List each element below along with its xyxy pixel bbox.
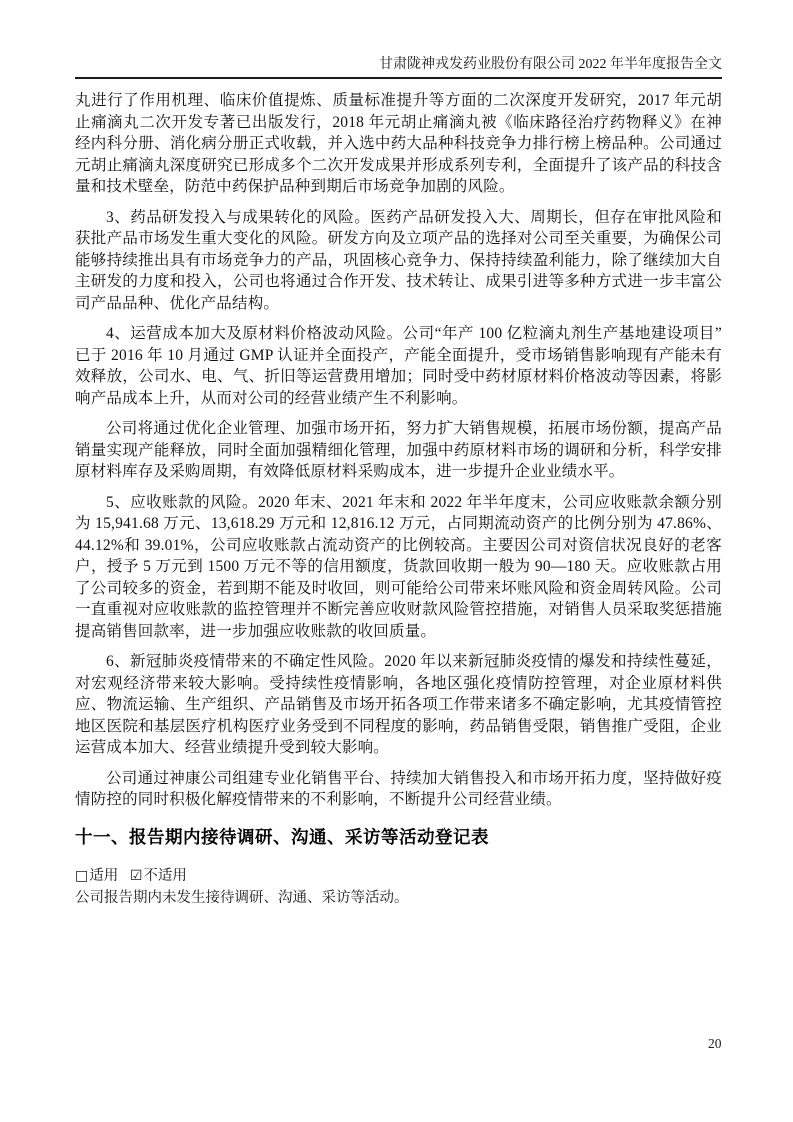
unchecked-checkbox-icon: □	[75, 867, 89, 884]
risk-paragraph-4: 4、运营成本加大及原材料价格波动风险。公司“年产 100 亿粒滴丸剂生产基地建设项目”已于 2016 年 10 月通过 GMP 认证并全面投产，产能全面提升，受市场销售影响现有产能未有效释放，公司水、电、气、折旧等运营费用增加；同时受中药材原材料价格波动等因素，将影响产品成本上升，从而对公司的经营业绩产生不利影响。	[75, 325, 722, 407]
report-body	[75, 90, 722, 908]
section-11-heading: 十一、报告期内接待调研、沟通、采访等活动登记表	[75, 826, 489, 847]
checked-checkbox-icon: ☑	[129, 867, 143, 884]
risk-paragraph-3: 3、药品研发投入与成果转化的风险。医药产品研发投入大、周期长，但存在审批风险和获批产品市场发生重大变化的风险。研发方向及立项产品的选择对公司至关重要，为确保公司能够持续推出具有市场竞争力的产品，巩固核心竞争力、保持持续盈利能力，除了继续加大自主研发的力度和投入，公司也将通过合作开发、技术转让、成果引进等多种方式进一步丰富公司产品品种、优化产品结构。	[75, 208, 722, 312]
risk-paragraph-continuation: 丸进行了作用机理、临床价值提炼、质量标准提升等方面的二次深度开发研究，2017 年元胡止痛滴丸二次开发专著已出版发行，2018 年元胡止痛滴丸被《临床路径治疗药物释义》在神经内科分册、消化病分册正式收载，并入选中药大品种科技竞争力排行榜上榜品种。公司通过元胡止痛滴丸深度研究已形成多个二次开发成果并形成系列专利，全面提升了该产品的科技含量和技术壁垒，防范中药保护品种到期后市场竞争加剧的风险。	[75, 92, 722, 195]
applicability-row	[75, 866, 722, 886]
section-11-note: 公司报告期内未发生接待调研、沟通、采访等活动。	[75, 889, 409, 906]
not-applicable-option	[130, 868, 187, 884]
report-header	[75, 55, 722, 79]
applicable-option-label: 适用	[89, 867, 119, 884]
risk-paragraph-5: 5、应收账款的风险。2020 年末、2021 年末和 2022 年半年度末，公司应收账款余额分别为 15,941.68 万元、13,618.29 万元和 12,816.12 万元，占同期流动资产的比例分别为 47.86%、44.12%和 39.01%，公司应收账款占流动资产的比例较高。主要因公司对资信状况良好的老客户，授予 5 万元到 1500 万元不等的信用额度，货款回收期一般为 90—180 天。应收账款占用了公司较多的资金，若到期不能及时收回，则可能给公司带来坏账风险和资金周转风险。公司一直重视对应收账款的监控管理并不断完善应收财款风险管控措施，对销售人员采取奖惩措施提高销售回款率，进一步加强应收账款的收回质量。	[75, 493, 722, 640]
risk-paragraph-6: 6、新冠肺炎疫情带来的不确定性风险。2020 年以来新冠肺炎疫情的爆发和持续性蔓延，对宏观经济带来较大影响。受持续性疫情影响，各地区强化疫情防控管理，对企业原材料供应、物流运输、生产组织、产品销售及市场开拓各项工作带来诸多不确定影响，尤其疫情管控地区医院和基层医疗机构医疗业务受到不同程度的影响，药品销售受限，销售推广受阻，企业运营成本加大、经营业绩提升受到较大影响。	[75, 653, 722, 756]
report-header-title: 甘肃陇神戎发药业股份有限公司 2022 年半年度报告全文	[379, 57, 722, 72]
risk-paragraph-4-measures: 公司将通过优化企业管理、加强市场开拓，努力扩大销售规模，拓展市场份额，提高产品销量实现产能释放，同时全面加强精细化管理，加强中药原材料市场的调研和分析，科学安排原材料库存及采购周期，有效降低原材料采购成本，进一步提升企业业绩水平。	[75, 420, 722, 480]
applicable-option	[75, 868, 122, 884]
risk-paragraph-6-measures: 公司通过神康公司组建专业化销售平台、持续加大销售投入和市场开拓力度，坚持做好疫情防控的同时积极化解疫情带来的不利影响，不断提升公司经营业绩。	[75, 769, 722, 808]
not-applicable-option-label: 不适用	[143, 867, 187, 884]
page-number: 20	[708, 1036, 722, 1051]
